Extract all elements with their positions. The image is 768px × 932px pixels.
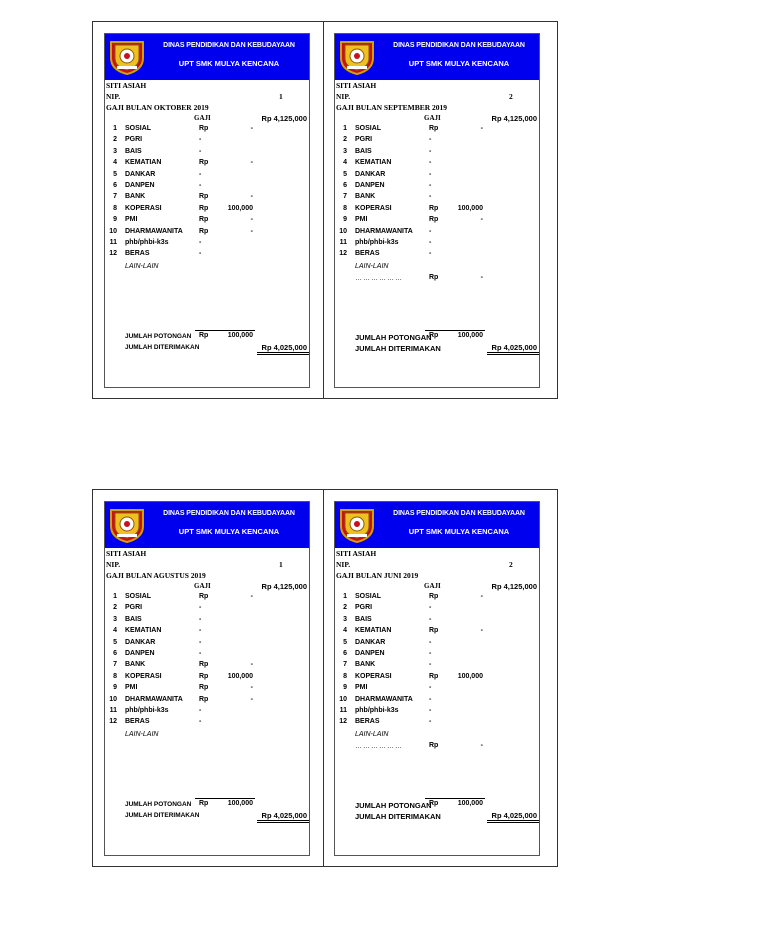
jumlah-potongan-amount: 100,000 xyxy=(457,332,483,339)
employee-name: SITI ASIAH xyxy=(106,549,147,558)
deduction-row xyxy=(335,639,539,650)
deduction-currency: Rp xyxy=(199,684,209,692)
school-banner xyxy=(335,34,539,80)
deduction-currency: - xyxy=(429,615,432,623)
deduction-amount: - xyxy=(250,125,253,132)
deduction-number: 12 xyxy=(109,250,117,258)
deduction-row xyxy=(335,159,539,170)
deduction-label: PGRI xyxy=(125,136,143,144)
header-line2: UPT SMK MULYA KENCANA xyxy=(178,527,280,536)
deduction-currency: Rp xyxy=(199,125,209,132)
deduction-amount: - xyxy=(250,684,253,692)
deduction-label: SOSIAL xyxy=(355,593,382,600)
deduction-row xyxy=(105,136,309,147)
deduction-currency: - xyxy=(429,239,432,246)
deduction-row xyxy=(105,193,309,204)
deduction-currency: - xyxy=(199,718,202,726)
deduction-label: DHARMAWANITA xyxy=(125,695,183,703)
jumlah-diterimakan-label: JUMLAH DITERIMAKAN xyxy=(125,812,200,819)
deduction-label: PGRI xyxy=(125,604,143,612)
deduction-amount: 100,000 xyxy=(227,204,253,212)
deduction-currency: - xyxy=(199,250,202,258)
diterimakan-underline xyxy=(257,352,309,353)
deduction-currency: Rp xyxy=(429,593,439,600)
deduction-label: DHARMAWANITA xyxy=(125,227,183,235)
deduction-label: BANK xyxy=(125,661,146,669)
deduction-label: KEMATIAN xyxy=(125,627,162,635)
deduction-number: 2 xyxy=(343,604,347,612)
deduction-row xyxy=(335,171,539,182)
deduction-row xyxy=(335,216,539,227)
payslip-card xyxy=(334,33,540,388)
deduction-currency: Rp xyxy=(199,216,209,224)
deduction-currency: - xyxy=(199,627,202,635)
deduction-number: 9 xyxy=(113,684,117,692)
deduction-label: DHARMAWANITA xyxy=(355,227,413,235)
deduction-currency: - xyxy=(429,718,432,726)
employee-name: SITI ASIAH xyxy=(336,549,377,558)
blank-entry-amount: - xyxy=(480,742,483,749)
deduction-number: 12 xyxy=(339,718,347,726)
deduction-amount: 100,000 xyxy=(457,672,483,680)
deduction-currency: - xyxy=(429,684,432,692)
deduction-number: 2 xyxy=(113,136,117,144)
jumlah-potongan-currency: Rp xyxy=(429,800,439,807)
school-emblem-logo xyxy=(337,504,377,544)
deduction-number: 2 xyxy=(343,136,347,144)
deduction-currency: - xyxy=(429,136,432,144)
deduction-currency: - xyxy=(199,239,202,246)
deduction-number: 11 xyxy=(339,707,347,714)
deduction-row xyxy=(335,239,539,250)
deduction-currency: Rp xyxy=(199,204,209,212)
deduction-row xyxy=(335,205,539,216)
deduction-row xyxy=(105,707,309,718)
deduction-currency: Rp xyxy=(199,695,209,703)
deduction-label: BANK xyxy=(125,193,146,201)
deduction-row xyxy=(335,182,539,193)
deduction-number: 12 xyxy=(339,250,347,258)
employee-name: SITI ASIAH xyxy=(336,81,377,90)
deduction-currency: Rp xyxy=(199,227,209,235)
deduction-label: BANK xyxy=(355,193,376,201)
deduction-number: 4 xyxy=(113,159,117,167)
school-banner xyxy=(105,34,309,80)
deduction-currency: - xyxy=(199,182,202,189)
deduction-row xyxy=(105,604,309,615)
deduction-currency: - xyxy=(429,227,432,235)
deduction-currency: - xyxy=(429,182,432,189)
deduction-row xyxy=(105,673,309,684)
deduction-label: KOPERASI xyxy=(125,672,162,680)
jumlah-potongan-amount: 100,000 xyxy=(457,800,483,807)
nip-label: NIP. xyxy=(336,92,351,101)
nip-label: NIP. xyxy=(106,92,121,101)
deduction-label: BERAS xyxy=(125,718,150,726)
deduction-currency: - xyxy=(429,707,432,714)
deduction-currency: - xyxy=(429,661,432,669)
deduction-currency: - xyxy=(429,250,432,258)
deduction-label: phb/phbi-k3s xyxy=(125,707,169,714)
deduction-label: BAIS xyxy=(125,147,142,155)
deduction-label: BAIS xyxy=(355,615,372,623)
salary-month: GAJI BULAN SEPTEMBER 2019 xyxy=(336,103,448,112)
deduction-currency: Rp xyxy=(429,216,439,224)
deduction-amount: - xyxy=(250,593,253,600)
jumlah-potongan-currency: Rp xyxy=(429,332,439,339)
school-emblem-logo xyxy=(337,36,377,76)
deduction-row xyxy=(335,616,539,627)
blank-entry-currency: Rp xyxy=(429,274,439,281)
jumlah-potongan-label: JUMLAH POTONGAN xyxy=(355,801,432,810)
deduction-amount: - xyxy=(250,193,253,201)
deduction-amount: - xyxy=(480,125,483,132)
deduction-row xyxy=(105,239,309,250)
deduction-currency: - xyxy=(429,650,432,657)
gaji-amount: Rp 4,125,000 xyxy=(261,114,307,123)
deduction-number: 8 xyxy=(113,672,117,680)
blank-entry-dots: ……………… xyxy=(355,743,403,750)
deduction-currency: - xyxy=(429,604,432,612)
deduction-currency: - xyxy=(429,638,432,646)
jumlah-diterimakan-amount: Rp 4,025,000 xyxy=(261,343,307,352)
diterimakan-double-underline xyxy=(257,822,309,823)
deduction-label: DANPEN xyxy=(125,182,155,189)
deduction-currency: - xyxy=(429,193,432,201)
deduction-number: 11 xyxy=(109,239,117,246)
deduction-number: 3 xyxy=(343,615,347,623)
jumlah-diterimakan-amount: Rp 4,025,000 xyxy=(491,811,537,820)
jumlah-potongan-label: JUMLAH POTONGAN xyxy=(355,333,432,342)
header-line1: DINAS PENDIDIKAN DAN KEBUDAYAAN xyxy=(393,510,525,517)
gaji-label: GAJI xyxy=(424,582,441,590)
deduction-number: 4 xyxy=(343,627,347,635)
sheet-divider xyxy=(323,22,324,398)
employee-name: SITI ASIAH xyxy=(106,81,147,90)
salary-month: GAJI BULAN JUNI 2019 xyxy=(336,571,419,580)
deduction-label: KOPERASI xyxy=(355,204,392,212)
deduction-row xyxy=(105,684,309,695)
blank-entry-amount: - xyxy=(480,274,483,281)
gaji-amount: Rp 4,125,000 xyxy=(491,114,537,123)
deduction-row xyxy=(105,148,309,159)
deduction-row xyxy=(335,627,539,638)
deduction-label: PMI xyxy=(355,684,368,692)
slip-number: 1 xyxy=(279,560,283,569)
deduction-number: 10 xyxy=(339,695,347,703)
jumlah-potongan-label: JUMLAH POTONGAN xyxy=(125,333,192,340)
gaji-label: GAJI xyxy=(424,114,441,122)
deduction-number: 7 xyxy=(343,661,347,669)
deduction-amount: - xyxy=(250,159,253,167)
deduction-label: BAIS xyxy=(125,615,142,623)
diterimakan-double-underline xyxy=(257,354,309,355)
deduction-number: 11 xyxy=(339,239,347,246)
deduction-number: 11 xyxy=(109,707,117,714)
deduction-row xyxy=(105,250,309,261)
diterimakan-underline xyxy=(257,820,309,821)
diterimakan-double-underline xyxy=(487,822,539,823)
jumlah-potongan-amount: 100,000 xyxy=(227,800,253,807)
deduction-number: 12 xyxy=(109,718,117,726)
deduction-currency: Rp xyxy=(429,672,439,680)
deduction-number: 10 xyxy=(109,227,117,235)
deduction-label: DHARMAWANITA xyxy=(355,695,413,703)
header-line1: DINAS PENDIDIKAN DAN KEBUDAYAAN xyxy=(393,42,525,49)
potongan-underline xyxy=(425,330,485,331)
blank-entry-dots: ……………… xyxy=(355,275,403,282)
deduction-row xyxy=(335,148,539,159)
school-banner xyxy=(335,502,539,548)
deduction-number: 9 xyxy=(343,216,347,224)
deduction-currency: - xyxy=(199,136,202,144)
gaji-label: GAJI xyxy=(194,582,211,590)
school-banner xyxy=(105,502,309,548)
deduction-currency: Rp xyxy=(199,661,209,669)
deduction-row xyxy=(335,250,539,261)
deduction-currency: - xyxy=(429,170,432,178)
deduction-label: phb/phbi-k3s xyxy=(355,707,399,714)
deduction-row xyxy=(335,593,539,604)
deduction-row xyxy=(335,673,539,684)
deduction-currency: - xyxy=(199,604,202,612)
salary-month: GAJI BULAN OKTOBER 2019 xyxy=(106,103,209,112)
deduction-label: KEMATIAN xyxy=(125,159,162,167)
deduction-label: BERAS xyxy=(355,250,380,258)
deduction-row xyxy=(335,193,539,204)
diterimakan-underline xyxy=(487,352,539,353)
slip-number: 1 xyxy=(279,92,283,101)
deduction-currency: - xyxy=(199,707,202,714)
deduction-label: DANPEN xyxy=(355,182,385,189)
school-emblem-logo xyxy=(107,504,147,544)
jumlah-diterimakan-amount: Rp 4,025,000 xyxy=(491,343,537,352)
deduction-number: 9 xyxy=(113,216,117,224)
deduction-row xyxy=(105,650,309,661)
slip-number: 2 xyxy=(509,92,513,101)
potongan-underline xyxy=(195,798,255,799)
deduction-number: 5 xyxy=(343,170,347,178)
header-line2: UPT SMK MULYA KENCANA xyxy=(408,527,510,536)
nip-label: NIP. xyxy=(106,560,121,569)
deduction-row xyxy=(105,171,309,182)
deduction-number: 3 xyxy=(113,615,117,623)
deduction-row xyxy=(105,228,309,239)
deduction-row xyxy=(335,125,539,136)
deduction-number: 1 xyxy=(113,593,117,600)
lain-lain-label: LAIN-LAIN xyxy=(355,731,389,738)
deduction-label: BANK xyxy=(355,661,376,669)
jumlah-potongan-currency: Rp xyxy=(199,332,209,339)
diterimakan-underline xyxy=(487,820,539,821)
deduction-currency: - xyxy=(199,638,202,646)
deduction-currency: Rp xyxy=(429,204,439,212)
deduction-row xyxy=(105,661,309,672)
deduction-row xyxy=(105,593,309,604)
deduction-amount: - xyxy=(250,227,253,235)
deduction-currency: - xyxy=(199,650,202,657)
deduction-row xyxy=(335,228,539,239)
deduction-label: PGRI xyxy=(355,136,373,144)
deduction-label: PMI xyxy=(355,216,368,224)
gaji-amount: Rp 4,125,000 xyxy=(261,582,307,591)
deduction-number: 6 xyxy=(113,650,117,657)
deduction-row xyxy=(335,707,539,718)
deduction-row xyxy=(335,650,539,661)
jumlah-diterimakan-amount: Rp 4,025,000 xyxy=(261,811,307,820)
header-line2: UPT SMK MULYA KENCANA xyxy=(408,59,510,68)
header-line1: DINAS PENDIDIKAN DAN KEBUDAYAAN xyxy=(163,510,295,517)
payslip-card xyxy=(104,33,310,388)
deduction-amount: - xyxy=(480,593,483,600)
deduction-label: BERAS xyxy=(125,250,150,258)
deduction-label: phb/phbi-k3s xyxy=(355,239,399,246)
deduction-number: 5 xyxy=(113,170,117,178)
deduction-label: DANKAR xyxy=(125,170,156,178)
deduction-label: BAIS xyxy=(355,147,372,155)
deduction-number: 9 xyxy=(343,684,347,692)
deduction-label: KEMATIAN xyxy=(355,159,392,167)
deduction-row xyxy=(105,159,309,170)
deduction-number: 5 xyxy=(113,638,117,646)
deduction-label: BERAS xyxy=(355,718,380,726)
deduction-amount: 100,000 xyxy=(227,672,253,680)
deduction-row xyxy=(105,182,309,193)
deduction-currency: - xyxy=(429,695,432,703)
deduction-label: PMI xyxy=(125,684,138,692)
lain-lain-label: LAIN-LAIN xyxy=(125,263,159,270)
deduction-row xyxy=(105,205,309,216)
deduction-number: 6 xyxy=(343,182,347,189)
deduction-currency: - xyxy=(429,159,432,167)
header-line2: UPT SMK MULYA KENCANA xyxy=(178,59,280,68)
deduction-number: 6 xyxy=(343,650,347,657)
potongan-underline xyxy=(425,798,485,799)
payslip-card xyxy=(334,501,540,856)
jumlah-potongan-amount: 100,000 xyxy=(227,332,253,339)
header-line1: DINAS PENDIDIKAN DAN KEBUDAYAAN xyxy=(163,42,295,49)
deduction-number: 10 xyxy=(109,695,117,703)
deduction-row xyxy=(335,661,539,672)
nip-label: NIP. xyxy=(336,560,351,569)
deduction-row xyxy=(105,125,309,136)
payslip-sheet-top xyxy=(92,21,558,399)
potongan-underline xyxy=(195,330,255,331)
deduction-amount: - xyxy=(250,661,253,669)
deduction-number: 7 xyxy=(113,661,117,669)
jumlah-potongan-label: JUMLAH POTONGAN xyxy=(125,801,192,808)
jumlah-diterimakan-label: JUMLAH DITERIMAKAN xyxy=(355,344,441,353)
deduction-label: PGRI xyxy=(355,604,373,612)
deduction-row xyxy=(105,718,309,729)
deduction-number: 3 xyxy=(113,147,117,155)
deduction-label: DANKAR xyxy=(355,170,386,178)
deduction-label: DANKAR xyxy=(125,638,156,646)
deduction-number: 8 xyxy=(343,672,347,680)
deduction-label: KOPERASI xyxy=(355,672,392,680)
deduction-row xyxy=(105,616,309,627)
deduction-number: 8 xyxy=(343,204,347,212)
deduction-amount: - xyxy=(480,216,483,224)
deduction-label: SOSIAL xyxy=(355,125,382,132)
deduction-number: 5 xyxy=(343,638,347,646)
deduction-amount: - xyxy=(250,695,253,703)
deduction-number: 4 xyxy=(113,627,117,635)
deduction-number: 10 xyxy=(339,227,347,235)
payslip-card xyxy=(104,501,310,856)
deduction-row xyxy=(335,696,539,707)
deduction-row xyxy=(105,639,309,650)
deduction-number: 1 xyxy=(343,125,347,132)
deduction-currency: - xyxy=(199,170,202,178)
deduction-number: 6 xyxy=(113,182,117,189)
deduction-row xyxy=(335,136,539,147)
gaji-amount: Rp 4,125,000 xyxy=(491,582,537,591)
deduction-row xyxy=(105,696,309,707)
deduction-currency: Rp xyxy=(199,159,209,167)
deduction-label: SOSIAL xyxy=(125,125,152,132)
deduction-currency: Rp xyxy=(199,193,209,201)
school-emblem-logo xyxy=(107,36,147,76)
jumlah-diterimakan-label: JUMLAH DITERIMAKAN xyxy=(355,812,441,821)
slip-number: 2 xyxy=(509,560,513,569)
payslip-sheet-bottom xyxy=(92,489,558,867)
deduction-row xyxy=(335,684,539,695)
deduction-row xyxy=(105,627,309,638)
deduction-label: DANPEN xyxy=(125,650,155,657)
jumlah-diterimakan-label: JUMLAH DITERIMAKAN xyxy=(125,344,200,351)
deduction-amount: - xyxy=(480,627,483,635)
deduction-currency: Rp xyxy=(199,593,209,600)
gaji-label: GAJI xyxy=(194,114,211,122)
deduction-number: 7 xyxy=(113,193,117,201)
jumlah-potongan-currency: Rp xyxy=(199,800,209,807)
deduction-number: 8 xyxy=(113,204,117,212)
deduction-number: 4 xyxy=(343,159,347,167)
blank-entry-currency: Rp xyxy=(429,742,439,749)
salary-month: GAJI BULAN AGUSTUS 2019 xyxy=(106,571,206,580)
lain-lain-label: LAIN-LAIN xyxy=(355,263,389,270)
deduction-amount: 100,000 xyxy=(457,204,483,212)
deduction-row xyxy=(105,216,309,227)
deduction-label: PMI xyxy=(125,216,138,224)
deduction-row xyxy=(335,718,539,729)
deduction-amount: - xyxy=(250,216,253,224)
deduction-currency: Rp xyxy=(429,627,439,635)
deduction-label: KOPERASI xyxy=(125,204,162,212)
deduction-label: DANPEN xyxy=(355,650,385,657)
diterimakan-double-underline xyxy=(487,354,539,355)
deduction-number: 3 xyxy=(343,147,347,155)
deduction-currency: - xyxy=(199,615,202,623)
lain-lain-label: LAIN-LAIN xyxy=(125,731,159,738)
deduction-number: 1 xyxy=(113,125,117,132)
deduction-number: 7 xyxy=(343,193,347,201)
sheet-divider xyxy=(323,490,324,866)
deduction-currency: - xyxy=(429,147,432,155)
deduction-number: 1 xyxy=(343,593,347,600)
deduction-label: phb/phbi-k3s xyxy=(125,239,169,246)
deduction-number: 2 xyxy=(113,604,117,612)
deduction-label: DANKAR xyxy=(355,638,386,646)
deduction-row xyxy=(335,604,539,615)
deduction-currency: Rp xyxy=(199,672,209,680)
deduction-currency: - xyxy=(199,147,202,155)
deduction-currency: Rp xyxy=(429,125,439,132)
deduction-label: SOSIAL xyxy=(125,593,152,600)
deduction-label: KEMATIAN xyxy=(355,627,392,635)
